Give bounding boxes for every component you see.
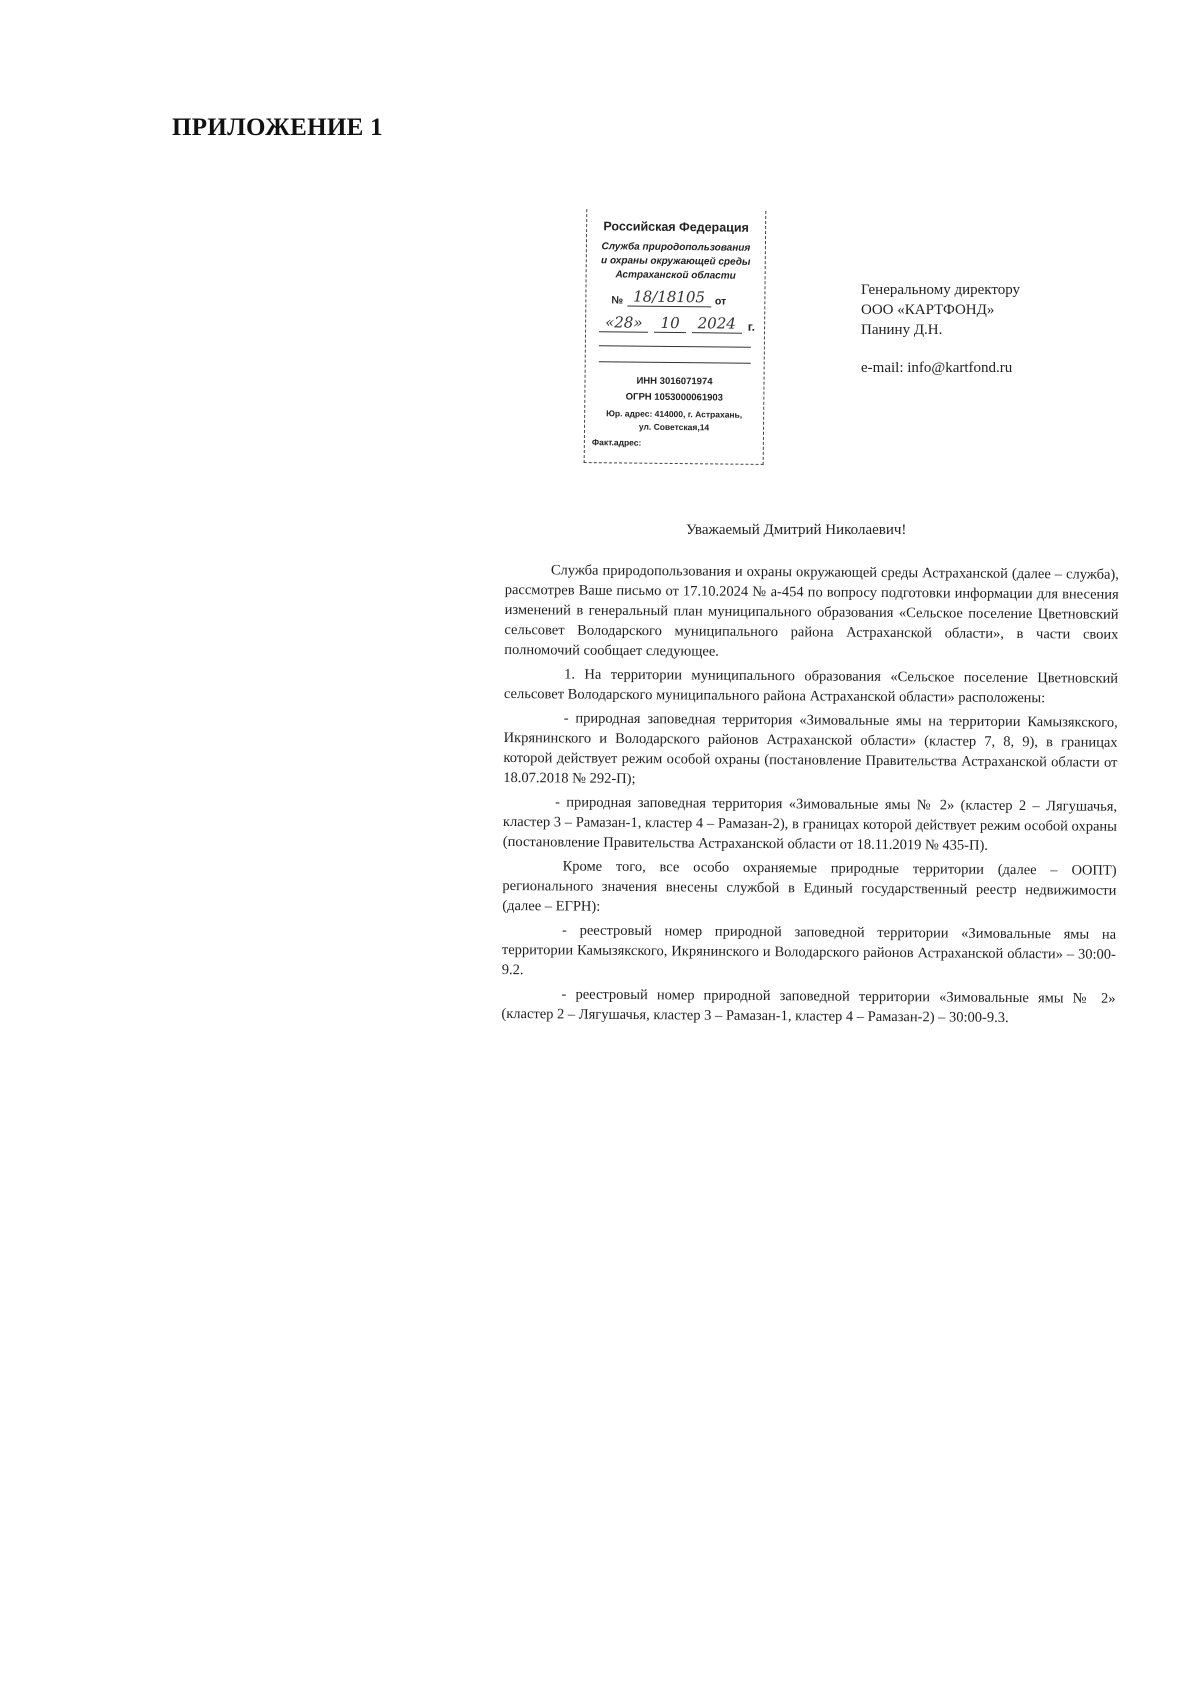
stamp-legal-address-1: Юр. адрес: 414000, г. Астрахань,	[606, 408, 743, 420]
letter-body	[501, 560, 1119, 1033]
stamp-date-month: 10	[654, 314, 685, 333]
stamp-number-value: 18/18105	[627, 287, 711, 307]
stamp-date-row	[599, 313, 755, 334]
paragraph-point-1: 1. На территории муниципального образования «Сельское поселение Цветновский сельсовет Володарского муниципального района Астраханской области» расположены:	[503, 666, 1119, 707]
stamp-number-row	[611, 287, 755, 308]
stamp-date-suffix: г.	[747, 319, 756, 334]
stamp-country: Российская Федерация	[603, 219, 749, 235]
addressee-position: Генеральному директору	[861, 282, 1021, 298]
paragraph-registry-2: - реестровый номер природной заповедной территории «Зимовальные ямы № 2» (кластер 2 – Лягушачья, кластер 3 – Рамазан-1, кластер 4 – Рамазан-2) – 30:00-9.3.	[501, 986, 1116, 1026]
paragraph-registry-1: - реестровый номер природной заповедной территории «Зимовальные ямы на территории Камызякского, Икрянинского и Володарского районов Астраханской области» – 30:00-9.2.	[501, 922, 1117, 979]
addressee-email: e-mail: info@kartfond.ru	[861, 360, 1013, 376]
stamp-legal-address-2: ул. Советская,14	[638, 421, 710, 433]
paragraph-egrn-intro: Кроме того, все особо охраняемые природные территории (далее – ООПТ) регионального значения внесены службой в Единый государственный реестр недвижимости (далее – ЕГРН):	[502, 858, 1117, 915]
registration-stamp	[584, 205, 767, 465]
appendix-title: ПРИЛОЖЕНИЕ 1	[172, 114, 383, 141]
stamp-number-prefix: №	[611, 294, 624, 307]
stamp-org-line-2: и охраны окружающей среды	[601, 255, 751, 268]
addressee-name: Панину Д.Н.	[861, 322, 943, 338]
stamp-border-bottom	[584, 462, 764, 465]
addressee-block	[861, 280, 1020, 340]
stamp-number-suffix: от	[714, 295, 727, 308]
stamp-org-line-3: Астраханской области	[615, 269, 736, 282]
stamp-blank-line-1	[599, 345, 751, 348]
stamp-org-line-1: Служба природопользования	[601, 241, 751, 254]
stamp-ogrn: ОГРН 1053000061903	[625, 391, 724, 404]
addressee-company: ООО «КАРТФОНД»	[861, 302, 995, 318]
paragraph-intro: Служба природопользования и охраны окружающей среды Астраханской (далее – служба), рассмотрев Ваше письмо от 17.10.2024 № а-454 по вопросу подготовки информации для внесения изменений в генеральный план муниципального образования «Сельское поселение Цветновский сельсовет Володарского муниципального района Астраханской области», в части своих полномочий сообщает следующее.	[504, 562, 1119, 660]
paragraph-territory-1: - природная заповедная территория «Зимовальные ямы на территории Камызякского, Икрянинского и Володарского районов Астраханской области» (кластер 7, 8, 9), в границах которой действует режим особой охраны (постановление Правительства Астраханской области от 18.07.2018 № 292-П);	[503, 710, 1118, 788]
stamp-actual-address: Факт.адрес:	[591, 437, 642, 448]
salutation: Уважаемый Дмитрий Николаевич!	[686, 522, 907, 538]
stamp-date-day: «28»	[599, 313, 649, 333]
stamp-blank-line-2	[599, 361, 751, 364]
stamp-inn: ИНН 3016071974	[636, 375, 713, 388]
stamp-date-year: 2024	[692, 314, 742, 334]
paragraph-territory-2: - природная заповедная территория «Зимовальные ямы № 2» (кластер 2 – Лягушачья, кластер 3 – Рамазан-1, кластер 4 – Рамазан-2), в границах которой действует режим особой охраны (постановление Правительства Астраханской области от 18.11.2019 № 435-П).	[502, 794, 1118, 854]
